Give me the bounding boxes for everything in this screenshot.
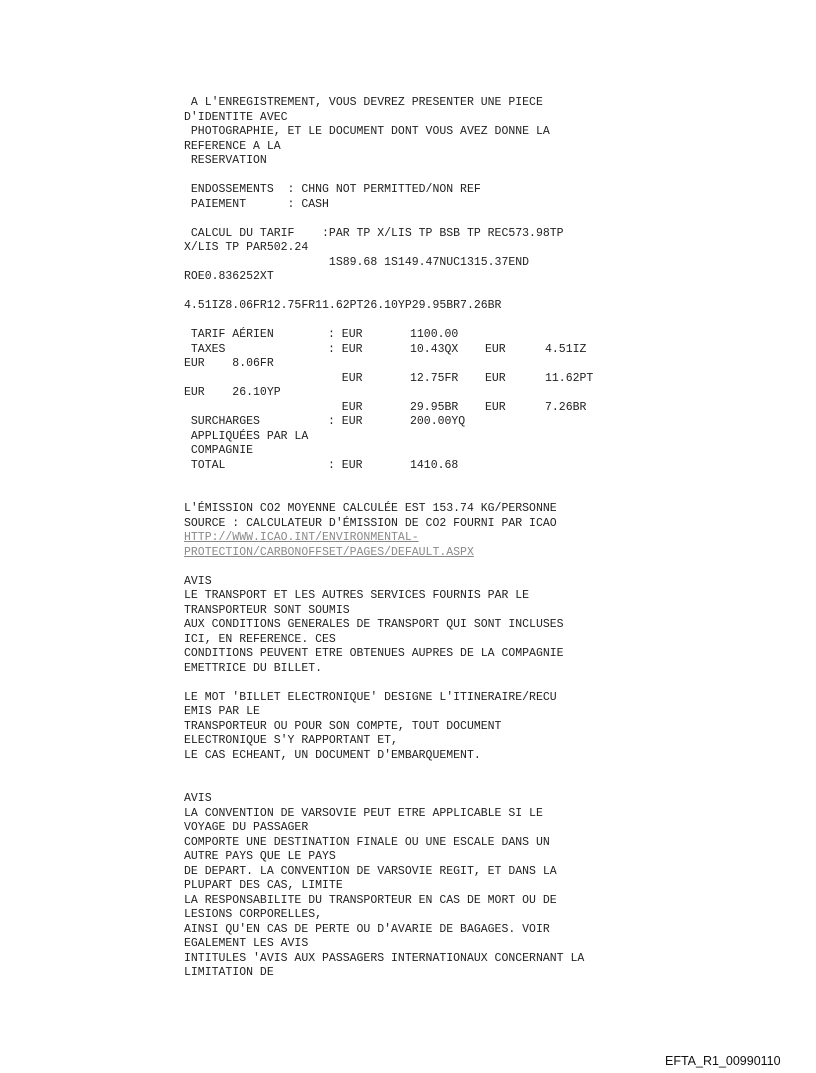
tax-table-cell	[184, 401, 328, 416]
text-line: LE MOT 'BILLET ELECTRONIQUE' DESIGNE L'ITINERAIRE/RECU	[184, 690, 557, 704]
tax-table-cell	[485, 415, 545, 430]
eticket-definition	[184, 691, 664, 764]
text-line: CONDITIONS PEUVENT ETRE OBTENUES AUPRES DE LA COMPAGNIE	[184, 647, 564, 660]
tax-table-cell	[410, 444, 485, 459]
text-line: VOYAGE DU PASSAGER	[184, 821, 309, 834]
text-line: INTITULES 'AVIS AUX PASSAGERS INTERNATIONAUX CONCERNANT LA	[184, 951, 585, 965]
text-line: LA CONVENTION DE VARSOVIE PEUT ETRE APPLICABLE SI LE	[184, 806, 543, 820]
text-line: EMETTRICE DU BILLET.	[184, 661, 323, 675]
icao-link[interactable]: HTTP://WWW.ICAO.INT/ENVIRONMENTAL-	[184, 531, 419, 544]
tax-table-cell	[485, 430, 545, 445]
tax-table-cell: 1100.00	[410, 328, 459, 341]
tax-table-cell	[485, 459, 545, 474]
text-line: L'ÉMISSION CO2 MOYENNE CALCULÉE EST 153.74 KG/PERSONNE	[184, 502, 557, 515]
tax-table-cell	[545, 357, 625, 372]
tax-table-cell: EUR 26.10YP	[184, 386, 281, 399]
tax-table-cell	[485, 386, 545, 401]
ticket-document	[184, 96, 664, 981]
text-line: LA RESPONSABILITE DU TRANSPORTEUR EN CAS DE MORT OU DE	[184, 893, 557, 907]
tax-table-cell	[184, 372, 328, 387]
text-line: LESIONS CORPORELLES,	[184, 908, 323, 921]
tax-table-cell	[410, 430, 485, 445]
tax-table-row	[184, 357, 625, 372]
text-line: AUTRE PAYS QUE LE PAYS	[184, 850, 336, 863]
tax-table-cell: TARIF AÉRIEN	[184, 328, 274, 341]
tax-table-cell: : EUR	[328, 458, 363, 472]
tax-table-cell	[328, 430, 410, 445]
text-line: SOURCE : CALCULATEUR D'ÉMISSION DE CO2 FOURNI PAR ICAO	[184, 516, 557, 530]
tax-table-cell: : EUR	[328, 328, 363, 341]
tax-table-row	[184, 372, 625, 387]
tax-table-cell: 12.75FR	[410, 371, 459, 385]
text-line: PHOTOGRAPHIE, ET LE DOCUMENT DONT VOUS AVEZ DONNE LA	[184, 125, 550, 138]
tax-table-cell	[328, 444, 410, 459]
notice-heading: AVIS	[184, 792, 212, 805]
tax-table-row	[184, 444, 625, 459]
text-line: TRANSPORTEUR OU POUR SON COMPTE, TOUT DOCUMENT	[184, 719, 502, 733]
tax-table-cell: 7.26BR	[545, 400, 587, 414]
tax-table-cell: : EUR	[328, 342, 363, 356]
text-line: TRANSPORTEUR SONT SOUMIS	[184, 603, 350, 617]
tax-table-cell: SURCHARGES	[184, 415, 260, 428]
text-line: X/LIS TP PAR502.24	[184, 241, 309, 254]
payment-line: PAIEMENT : CASH	[184, 197, 329, 211]
tax-table-row	[184, 415, 625, 430]
text-line: REFERENCE A LA	[184, 139, 281, 153]
document-id: EFTA_R1_00990110	[665, 1054, 781, 1068]
tax-table-cell: COMPAGNIE	[184, 444, 254, 457]
tax-table-cell	[545, 444, 625, 459]
tax-table-cell	[410, 357, 485, 372]
checkin-notice	[184, 96, 664, 169]
text-line: A L'ENREGISTREMENT, VOUS DEVREZ PRESENTER UNE PIECE	[184, 96, 543, 109]
text-line: COMPORTE UNE DESTINATION FINALE OU UNE ESCALE DANS UN	[184, 835, 550, 849]
text-line: CALCUL DU TARIF :PAR TP X/LIS TP BSB TP REC573.98TP	[184, 226, 564, 240]
text-line: ICI, EN REFERENCE. CES	[184, 632, 336, 646]
transport-notice	[184, 575, 664, 677]
text-line: EMIS PAR LE	[184, 705, 260, 718]
tax-table-row	[184, 430, 625, 445]
tax-table-cell: 1410.68	[410, 458, 459, 472]
tax-table-cell: 200.00YQ	[410, 415, 466, 428]
tax-table-cell	[545, 386, 625, 401]
tax-table-cell: EUR	[328, 400, 363, 414]
tax-table-cell: EUR	[328, 371, 363, 385]
icao-link[interactable]: PROTECTION/CARBONOFFSET/PAGES/DEFAULT.ASPX	[184, 545, 474, 559]
tax-table-cell	[485, 328, 545, 343]
tax-table-cell	[328, 386, 410, 401]
notice-heading: AVIS	[184, 574, 212, 588]
text-line: D'IDENTITE AVEC	[184, 110, 288, 124]
tax-table-cell: EUR	[485, 342, 506, 356]
text-line: LE CAS ECHEANT, UN DOCUMENT D'EMBARQUEMENT.	[184, 748, 481, 762]
tax-table-cell	[328, 357, 410, 372]
tax-table-cell	[410, 386, 485, 401]
endorsement-line: ENDOSSEMENTS : CHNG NOT PERMITTED/NON REF	[184, 183, 481, 196]
tax-table-cell: 29.95BR	[410, 400, 459, 414]
text-line: AUX CONDITIONS GENERALES DE TRANSPORT QUI SONT INCLUSES	[184, 618, 564, 631]
text-line: LE TRANSPORT ET LES AUTRES SERVICES FOURNIS PAR LE	[184, 589, 530, 602]
tax-table-cell: 4.51IZ	[545, 342, 587, 356]
tax-table-cell: : EUR	[328, 415, 363, 428]
tax-table-cell: APPLIQUÉES PAR LA	[184, 429, 309, 443]
tax-table-cell	[545, 459, 625, 474]
tax-table-cell	[485, 444, 545, 459]
tax-table-cell: EUR	[485, 371, 506, 385]
tax-table-cell	[545, 415, 625, 430]
tax-table-row	[184, 386, 625, 401]
tax-table-cell: TOTAL	[184, 458, 226, 472]
fare-tax-table	[184, 328, 625, 473]
tax-table-cell: EUR	[485, 400, 506, 414]
tax-breakdown: 4.51IZ8.06FR12.75FR11.62PT26.10YP29.95BR7.26BR	[184, 299, 502, 312]
tax-table-cell: 11.62PT	[545, 371, 594, 385]
warsaw-convention-notice	[184, 792, 664, 981]
tax-table-row	[184, 328, 625, 343]
fare-calculation	[184, 227, 664, 285]
co2-notice	[184, 502, 664, 560]
tax-table-cell	[485, 357, 545, 372]
tax-table-row	[184, 343, 625, 358]
tax-table-cell: TAXES	[184, 342, 226, 356]
text-line: DE DEPART. LA CONVENTION DE VARSOVIE REGIT, ET DANS LA	[184, 864, 557, 878]
tax-table-cell: 10.43QX	[410, 342, 459, 356]
tax-table-cell: EUR 8.06FR	[184, 357, 274, 370]
tax-table-cell	[545, 430, 625, 445]
tax-table-row	[184, 401, 625, 416]
text-line: EGALEMENT LES AVIS	[184, 937, 309, 950]
text-line: RESERVATION	[184, 154, 267, 167]
endorsement-block	[184, 183, 664, 212]
text-line: ELECTRONIQUE S'Y RAPPORTANT ET,	[184, 734, 398, 747]
text-line: ROE0.836252XT	[184, 270, 274, 283]
text-line: AINSI QU'EN CAS DE PERTE OU D'AVARIE DE BAGAGES. VOIR	[184, 922, 550, 936]
text-line: LIMITATION DE	[184, 966, 274, 979]
text-line: PLUPART DES CAS, LIMITE	[184, 879, 343, 892]
tax-table-row	[184, 459, 625, 474]
text-line: 1S89.68 1S149.47NUC1315.37END	[184, 255, 530, 269]
tax-table-cell	[545, 328, 625, 343]
